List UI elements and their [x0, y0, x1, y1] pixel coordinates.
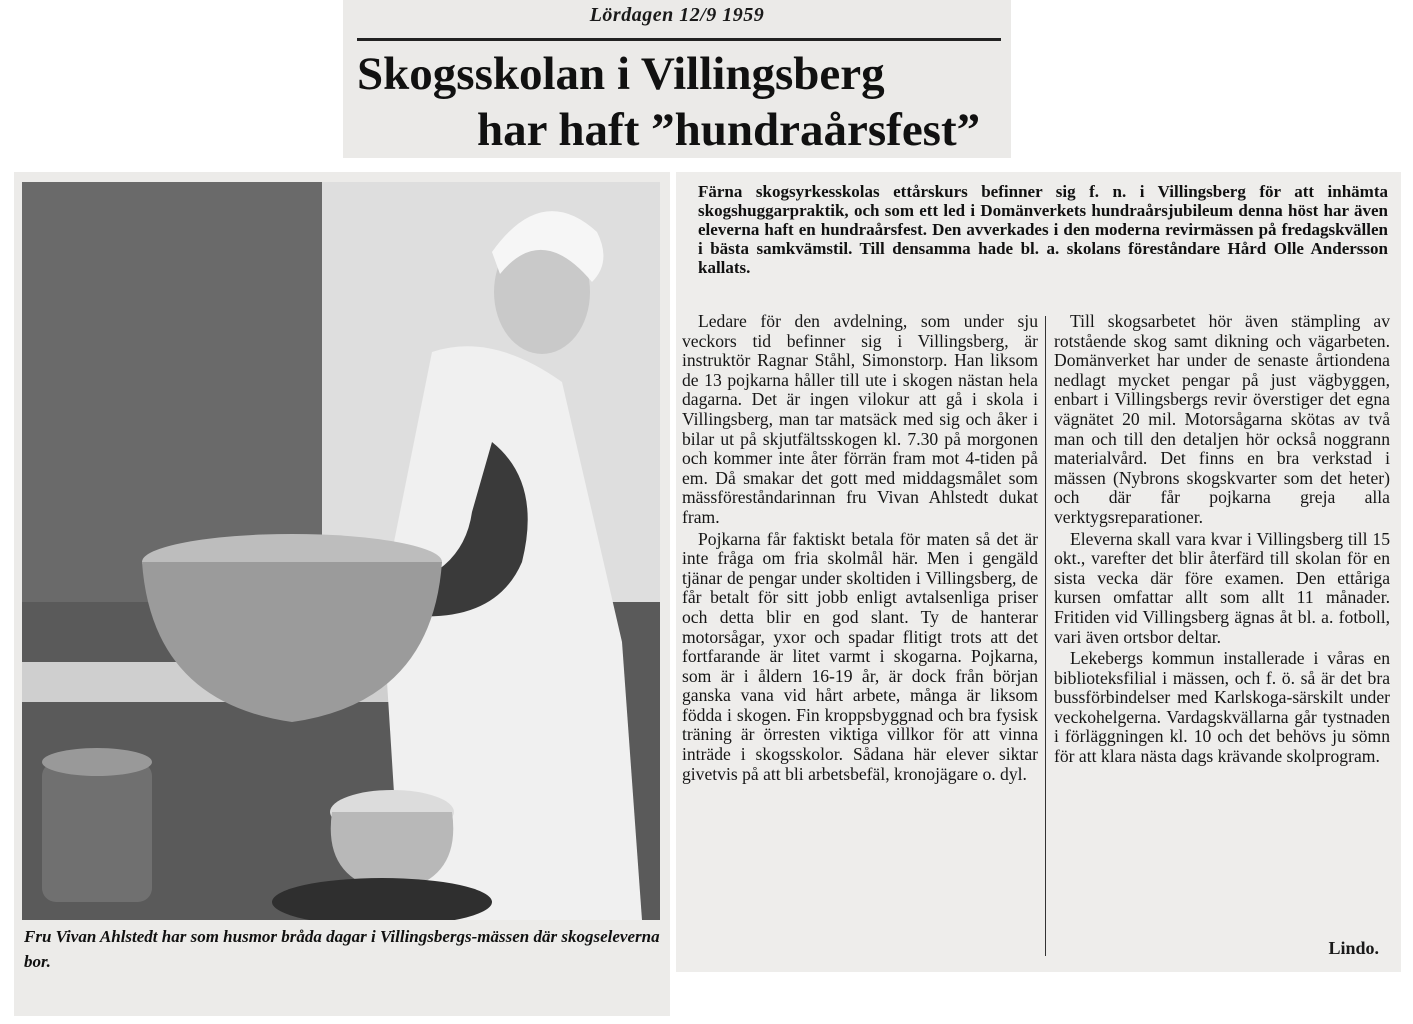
article-paragraph: Ledare för den avdelning, som under sju veckors tid befinner sig i Villingsberg, är instruktör Ragnar Ståhl, Simonstorp. Han liksom de 13 pojkarna håller till ute i skogen nästan hela dagarna. Det är ingen vilokur att gå i skola i Villingsberg, man tar matsäck med sig och åker i bilar ut på skjutfältsskogen kl. 7.30 på morgonen och kommer inte åter förrän fram mot 4-tiden på em. Då smakar det gott med middagsmålet som mässföreståndarinnan fru Vivan Ahlstedt dukat fram. [682, 311, 1038, 527]
article-clipping [676, 172, 1401, 972]
headline [357, 46, 1007, 158]
photo-clipping [14, 172, 670, 1016]
photo-caption: Fru Vivan Ahlstedt har som husmor bråda dagar i Villingsbergs-mässen där skogseleverna bor. [24, 927, 660, 971]
article-lead: Färna skogsyrkesskolas ettårskurs befinner sig f. n. i Villingsberg för att inhämta skogshuggarpraktik, och som ett led i Domänverkets hundraårsjubileum denna höst har även eleverna haft en hundraårsfest. Den avverkades i den moderna revirmässen på fredagskvällen i bästa samkvämstil. Till densamma hade bl. a. skolans föreståndare Hård Olle Andersson kallats. [698, 182, 1388, 277]
headline-line-1: Skogsskolan i Villingsberg [357, 48, 885, 100]
headline-rule [357, 38, 1001, 41]
article-column-2 [1054, 312, 1390, 767]
author-signature: Lindo. [1328, 938, 1379, 958]
photo-woman-cooking [22, 182, 660, 920]
headline-line-2: har haft ”hundraårsfest” [477, 104, 981, 156]
article-paragraph: Lekebergs kommun installerade i våras en biblioteksfilial i mässen, och f. ö. så är det bra bussförbindelser med Karlskoga-särskilt under veckohelgerna. Vardagskvällarna går tystnaden i förläggningen kl. 10 och det behövs ju sömn för att klara nästa dags krävande skolprogram. [1054, 648, 1390, 767]
column-divider [1045, 316, 1046, 956]
article-column-1 [682, 312, 1038, 784]
photo-illustration [22, 182, 660, 920]
header-clipping [343, 0, 1011, 158]
article-paragraph: Eleverna skall vara kvar i Villingsberg till 15 okt., varefter det blir återfärd till skolan för en sista vecka där före examen. Den ettåriga kursen omfattar allt som allt 11 månader. Fritiden vid Villingsberg ägnas åt bl. a. fotboll, vari även ortsbor deltar. [1054, 528, 1390, 647]
article-paragraph: Till skogsarbetet hör även stämpling av rotstående skog samt dikning och vägarbeten. Domänverket har under de senaste årtiondena nedlagt mycket pengar på just vägbyggen, enbart i Villingsbergs revir överstiger det egna vägnätet 20 mil. Motorsågarna skötas av två man och till den detaljen hör också noggrann materialvård. Det finns en bra verkstad i mässen (Nybrons skogskvarter som det heter) och där får pojkarna greja alla verktygsreparationer. [1054, 311, 1390, 527]
article-paragraph: Pojkarna får faktiskt betala för maten så det är inte fråga om fria skolmål här. Men i gengäld tjänar de pengar under skoltiden i Villingsberg, de får betalt för sitt jobb enligt avtalsenliga priser och detta blir en god slant. Ty de hanterar motorsågar, yxor och spadar flitigt trots att det fortfarande är litet varmt i skogarna. Pojkarna, som är i åldern 16-19 år, är dock från början ganska vana vid hårt arbete, många är liksom födda i skogen. Fin kroppsbyggnad och bra fysisk träning är örresten viktiga villkor för att vinna inträde i skogsskolor. Sådana här elever siktar givetvis på att bli arbetsbefäl, kronojägare o. dyl. [682, 528, 1038, 784]
dateline: Lördagen 12/9 1959 [589, 4, 765, 26]
